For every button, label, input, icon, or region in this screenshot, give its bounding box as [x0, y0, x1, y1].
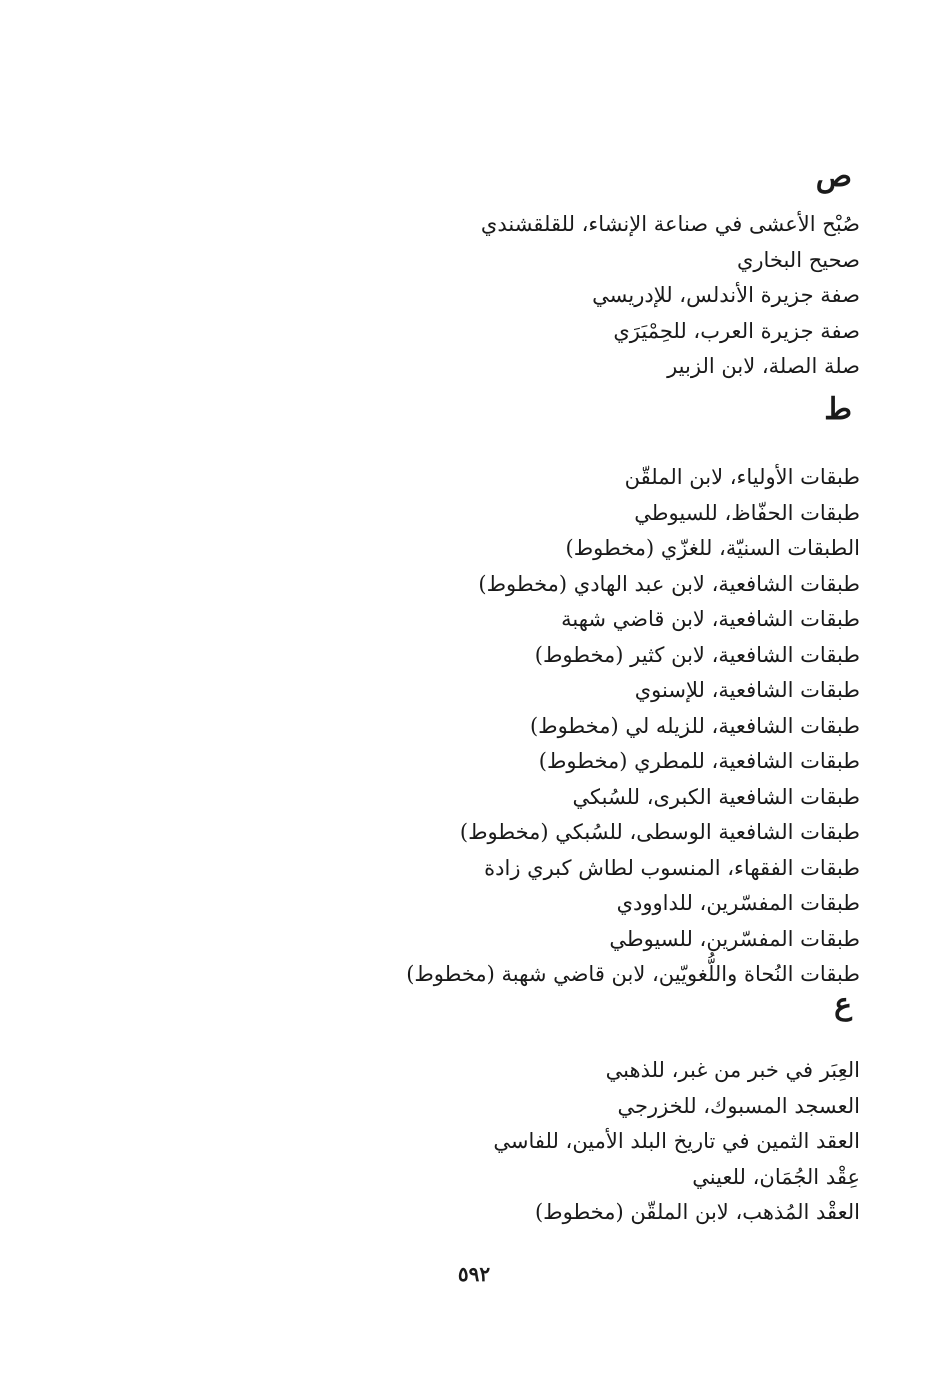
list-item: عِقْد الجُمَان، للعيني	[692, 1164, 860, 1189]
entry-list	[400, 1053, 860, 1231]
list-item: طبقات الشافعية، للمطري (مخطوط)	[538, 749, 860, 773]
entry-list	[400, 207, 860, 385]
list-item: صلة الصلة، لابن الزبير	[667, 354, 860, 378]
list-item: العقد الثمين في تاريخ البلد الأمين، للفاسي	[493, 1129, 860, 1153]
section-ta	[400, 390, 860, 993]
list-item: صفة جزيرة العرب، للحِمْيَرَي	[613, 318, 860, 343]
list-item: طبقات الشافعية، لابن قاضي شهبة	[561, 607, 860, 631]
list-item: طبقات الشافعية الكبرى، للسُبكي	[572, 784, 860, 809]
list-item: طبقات المفسّرين، للسيوطي	[609, 926, 860, 951]
list-item: العِبَر في خبر من غبر، للذهبي	[605, 1058, 860, 1082]
list-item: الطبقات السنيّة، للغزّي (مخطوط)	[565, 536, 860, 560]
list-item: العسجد المسبوك، للخزرجي	[617, 1093, 860, 1118]
list-item: طبقات الشافعية الوسطى، للسُبكي (مخطوط)	[459, 820, 860, 844]
section-heading: ع	[834, 987, 852, 1022]
list-item: العقْد المُذهب، لابن الملقّن (مخطوط)	[534, 1200, 860, 1224]
list-item: صفة جزيرة الأندلس، للإدريسي	[592, 283, 860, 307]
section-heading: ط	[824, 392, 852, 427]
list-item: طبقات الشافعية، للزيله لي (مخطوط)	[529, 713, 860, 738]
list-item: طبقات الشافعية، للإسنوي	[634, 678, 860, 702]
list-item: طبقات الفقهاء، المنسوب لطاش كبري زادة	[484, 855, 860, 880]
list-item: طبقات الشافعية، لابن كثير (مخطوط)	[534, 642, 860, 667]
entry-list	[400, 460, 860, 993]
list-item: طبقات الشافعية، لابن عبد الهادي (مخطوط)	[478, 571, 860, 596]
section-ayn	[400, 985, 860, 1231]
section-sad	[400, 157, 860, 385]
list-item: طبقات الحفّاظ، للسيوطي	[634, 500, 860, 525]
list-item: صحيح البخاري	[736, 247, 860, 272]
section-heading: ص	[815, 159, 852, 194]
list-item: طبقات المفسّرين، للداوودي	[616, 891, 860, 915]
page-number: ٥٩٢	[457, 1262, 491, 1286]
list-item: طبقات النُحاة واللُّغويّين، لابن قاضي شهبة (مخطوط)	[406, 962, 860, 986]
list-item: صُبْح الأعشى في صناعة الإنشاء، للقلقشندي	[480, 212, 860, 236]
list-item: طبقات الأولياء، لابن الملقّن	[624, 465, 860, 489]
